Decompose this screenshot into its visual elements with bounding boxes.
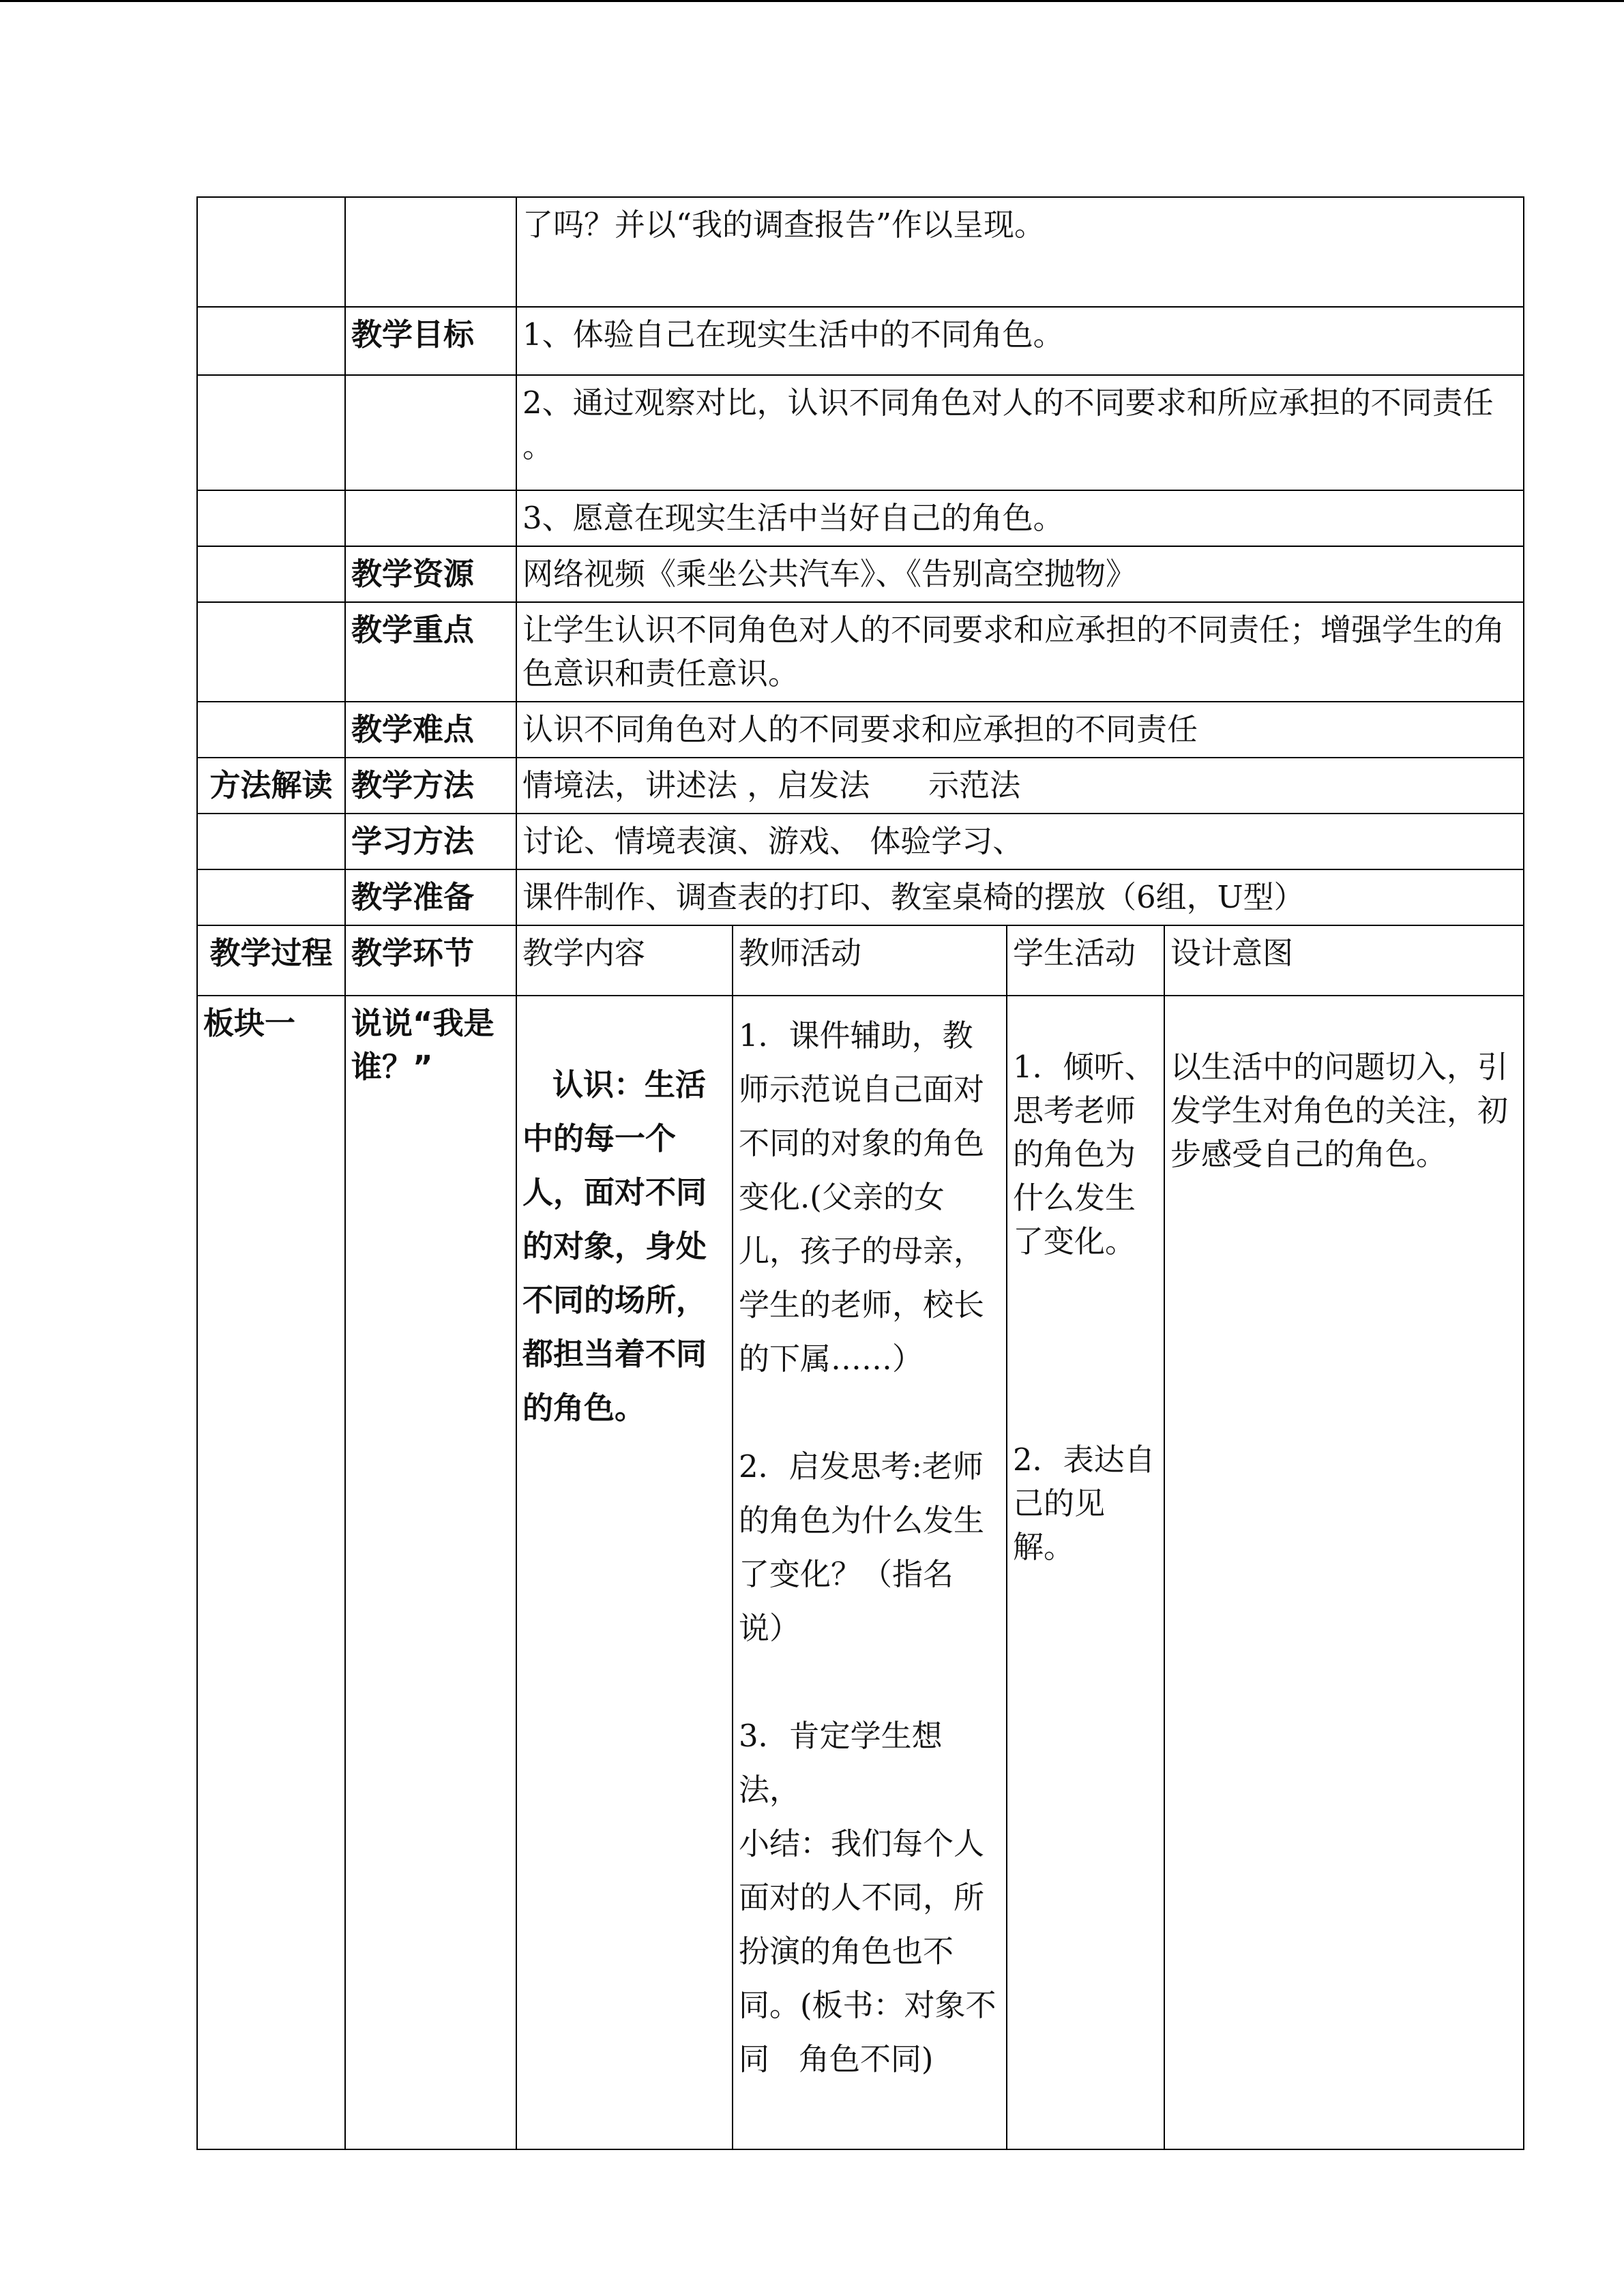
objective-1-text: 1、体验自己在现实生活中的不同角色。 [522, 316, 1064, 353]
field-label [345, 490, 516, 546]
field-value [516, 602, 1524, 702]
field-label [345, 197, 516, 307]
field-value [516, 490, 1524, 546]
block1-teacher-cell [733, 996, 1007, 2149]
objective-2-text: 2、通过观察对比，认识不同角色对人的不同要求和所应承担的不同责任 。 [522, 385, 1494, 464]
block1-teacher-activity: 1．课件辅助，教师示范说自己面对不同的对象的角色变化.(父亲的女儿，孩子的母亲，学生的老师，校长的下属……） 2．启发思考:老师的角色为什么发生了变化？（指名说） 3．肯定学生想法， 小结：我们每个人面对的人不同，所扮演的角色也不同。(板书：对象不同 角色不同) [739, 1017, 996, 2077]
difficulties-text: 认识不同角色对人的不同要求和应承担的不同责任 [522, 711, 1198, 747]
field-label-key-points: 教学重点 [345, 602, 516, 702]
table-row [197, 375, 1524, 490]
field-value [516, 814, 1524, 869]
learning-methods-text: 讨论、情境表演、游戏、 体验学习、 [522, 823, 1024, 859]
block1-row [197, 996, 1524, 2149]
section-cell [197, 490, 345, 546]
teaching-methods-text: 情境法，讲述法 ，启发法 示范法 [522, 767, 1021, 803]
header-process: 教学过程 [197, 925, 345, 996]
process-header-row [197, 925, 1524, 996]
field-value [516, 375, 1524, 490]
field-value [516, 758, 1524, 814]
table-row [197, 307, 1524, 375]
section-cell [197, 307, 345, 375]
section-cell [197, 546, 345, 602]
resources-text: 网络视频《乘坐公共汽车》、《告别高空抛物》 [522, 556, 1137, 592]
section-cell [197, 702, 345, 758]
objective-3-text: 3、愿意在现实生活中当好自己的角色。 [522, 500, 1064, 536]
field-label-difficulties: 教学难点 [345, 702, 516, 758]
header-content: 教学内容 [516, 925, 733, 996]
field-label [345, 375, 516, 490]
field-value [516, 869, 1524, 925]
page-top-border [0, 0, 1624, 2]
table-row [197, 758, 1524, 814]
table-row [197, 602, 1524, 702]
field-value [516, 307, 1524, 375]
key-points-text: 让学生认识不同角色对人的不同要求和应承担的不同责任；增强学生的角色意识和责任意识。 [522, 612, 1505, 691]
field-value [516, 197, 1524, 307]
section-cell-methods: 方法解读 [197, 758, 345, 814]
field-label-preparation: 教学准备 [345, 869, 516, 925]
field-value [516, 702, 1524, 758]
lesson-plan-table [196, 196, 1524, 2150]
section-cell [197, 869, 345, 925]
field-label-objectives: 教学目标 [345, 307, 516, 375]
block1-stage: 说说“我是谁？” [345, 996, 516, 2149]
field-value-text: 了吗？并以“我的调查报告”作以呈现。 [522, 207, 1046, 243]
block1-intent-cell [1164, 996, 1524, 2149]
field-label-learning-methods: 学习方法 [345, 814, 516, 869]
section-cell [197, 602, 345, 702]
table-row [197, 197, 1524, 307]
field-label-teaching-methods: 教学方法 [345, 758, 516, 814]
header-teacher-activity: 教师活动 [733, 925, 1007, 996]
field-label-resources: 教学资源 [345, 546, 516, 602]
block1-section: 板块一 [197, 996, 345, 2149]
table-row [197, 546, 1524, 602]
field-value [516, 546, 1524, 602]
block1-student-cell [1007, 996, 1164, 2149]
section-cell [197, 814, 345, 869]
table-row [197, 869, 1524, 925]
block1-student-activity: 1．倾听、思考老师的角色为什么发生了变化。 2．表达自己的见解。 [1013, 1049, 1155, 1565]
section-cell [197, 197, 345, 307]
header-student-activity: 学生活动 [1007, 925, 1164, 996]
section-cell [197, 375, 345, 490]
block1-content: 认识：生活中的每一个人，面对不同的对象，身处不同的场所，都担当着不同的角色。 [522, 1067, 707, 1426]
block1-content-cell [516, 996, 733, 2149]
block1-design-intent: 以生活中的问题切入，引发学生对角色的关注，初步感受自己的角色。 [1170, 1049, 1509, 1172]
header-stage: 教学环节 [345, 925, 516, 996]
preparation-text: 课件制作、调查表的打印、教室桌椅的摆放（6组，U型） [522, 879, 1305, 915]
header-design-intent: 设计意图 [1164, 925, 1524, 996]
table-row [197, 702, 1524, 758]
table-row [197, 490, 1524, 546]
table-row [197, 814, 1524, 869]
